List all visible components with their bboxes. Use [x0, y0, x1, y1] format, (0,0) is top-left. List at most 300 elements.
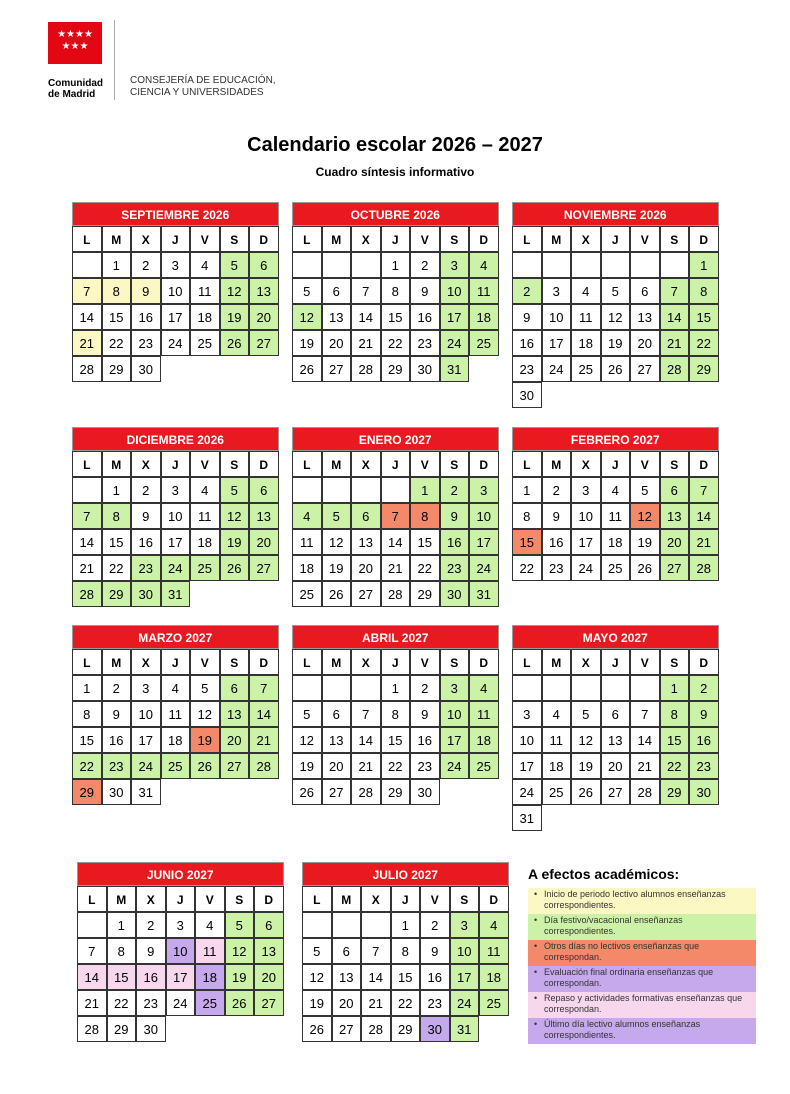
day-cell: 16: [542, 529, 572, 555]
month-grid: [77, 886, 284, 1042]
day-cell: 29: [381, 779, 411, 805]
day-cell: 3: [512, 701, 542, 727]
day-cell: 19: [571, 753, 601, 779]
month-grid: [72, 649, 279, 805]
day-cell: 12: [220, 278, 250, 304]
day-cell: 19: [630, 529, 660, 555]
weekday-header: M: [542, 226, 572, 252]
day-cell: 7: [361, 938, 391, 964]
empty-cell: [292, 477, 322, 503]
day-cell: 3: [440, 252, 470, 278]
month-title: SEPTIEMBRE 2026: [72, 202, 279, 226]
empty-cell: [601, 675, 631, 701]
weekday-header: D: [469, 226, 499, 252]
day-cell: 17: [542, 330, 572, 356]
weekday-header: J: [601, 451, 631, 477]
day-cell: 15: [689, 304, 719, 330]
weekday-header: S: [220, 451, 250, 477]
month-grid: [292, 451, 499, 607]
day-cell: 6: [220, 675, 250, 701]
day-cell: 12: [571, 727, 601, 753]
weekday-header: L: [512, 451, 542, 477]
day-cell: 14: [351, 304, 381, 330]
day-cell: 5: [292, 278, 322, 304]
empty-cell: [72, 252, 102, 278]
weekday-header: J: [166, 886, 196, 912]
weekday-header: X: [571, 451, 601, 477]
day-cell: 10: [161, 278, 191, 304]
day-cell: 20: [220, 727, 250, 753]
weekday-header: S: [440, 451, 470, 477]
day-cell: 12: [190, 701, 220, 727]
weekday-header: L: [512, 649, 542, 675]
day-cell: 28: [381, 581, 411, 607]
day-cell: 5: [322, 503, 352, 529]
weekday-header: X: [131, 451, 161, 477]
day-cell: 18: [542, 753, 572, 779]
weekday-header: X: [361, 886, 391, 912]
weekday-header: V: [410, 649, 440, 675]
day-cell: 20: [601, 753, 631, 779]
day-cell: 28: [72, 356, 102, 382]
weekday-header: L: [302, 886, 332, 912]
day-cell: 4: [469, 252, 499, 278]
day-cell: 26: [190, 753, 220, 779]
legend-text: Día festivo/vacacional enseñanzas correspondientes.: [544, 915, 683, 936]
day-cell: 7: [630, 701, 660, 727]
day-cell: 5: [292, 701, 322, 727]
weekday-header: M: [102, 226, 132, 252]
day-cell: 25: [161, 753, 191, 779]
day-cell: 6: [351, 503, 381, 529]
day-cell: 31: [161, 581, 191, 607]
day-cell: 1: [410, 477, 440, 503]
day-cell: 26: [292, 779, 322, 805]
weekday-header: D: [249, 451, 279, 477]
day-cell: 9: [542, 503, 572, 529]
day-cell: 17: [469, 529, 499, 555]
day-cell: 1: [107, 912, 137, 938]
day-cell: 22: [72, 753, 102, 779]
day-cell: 5: [571, 701, 601, 727]
day-cell: 7: [72, 278, 102, 304]
day-cell: 1: [660, 675, 690, 701]
month-title: OCTUBRE 2026: [292, 202, 499, 226]
day-cell: 24: [542, 356, 572, 382]
org-name-line1: Comunidad: [48, 78, 103, 89]
weekday-header: S: [440, 649, 470, 675]
day-cell: 21: [689, 529, 719, 555]
day-cell: 2: [131, 477, 161, 503]
day-cell: 24: [166, 990, 196, 1016]
weekday-header: L: [292, 451, 322, 477]
day-cell: 26: [292, 356, 322, 382]
weekday-header: M: [542, 649, 572, 675]
weekday-header: M: [102, 649, 132, 675]
empty-cell: [77, 912, 107, 938]
weekday-header: D: [479, 886, 509, 912]
bullet-icon: •: [534, 889, 538, 899]
weekday-header: M: [322, 226, 352, 252]
day-cell: 4: [195, 912, 225, 938]
day-cell: 3: [542, 278, 572, 304]
month-title: DICIEMBRE 2026: [72, 427, 279, 451]
day-cell: 3: [161, 477, 191, 503]
day-cell: 19: [292, 753, 322, 779]
day-cell: 30: [410, 356, 440, 382]
weekday-header: D: [249, 649, 279, 675]
day-cell: 4: [601, 477, 631, 503]
day-cell: 31: [469, 581, 499, 607]
day-cell: 7: [77, 938, 107, 964]
legend: [528, 866, 756, 1044]
day-cell: 27: [351, 581, 381, 607]
day-cell: 1: [689, 252, 719, 278]
month-title: MARZO 2027: [72, 625, 279, 649]
day-cell: 10: [131, 701, 161, 727]
empty-cell: [351, 675, 381, 701]
day-cell: 3: [131, 675, 161, 701]
day-cell: 27: [630, 356, 660, 382]
weekday-header: X: [571, 226, 601, 252]
day-cell: 28: [351, 779, 381, 805]
empty-cell: [542, 675, 572, 701]
day-cell: 22: [391, 990, 421, 1016]
weekday-header: X: [351, 649, 381, 675]
month-grid: [512, 451, 719, 581]
day-cell: 2: [512, 278, 542, 304]
department-line1: CONSEJERÍA DE EDUCACIÓN,: [130, 75, 276, 86]
day-cell: 8: [391, 938, 421, 964]
day-cell: 2: [420, 912, 450, 938]
day-cell: 17: [161, 304, 191, 330]
day-cell: 15: [381, 304, 411, 330]
month-title: NOVIEMBRE 2026: [512, 202, 719, 226]
month-calendar: [512, 202, 719, 408]
day-cell: 9: [410, 278, 440, 304]
day-cell: 17: [131, 727, 161, 753]
day-cell: 23: [102, 753, 132, 779]
day-cell: 16: [512, 330, 542, 356]
day-cell: 10: [542, 304, 572, 330]
day-cell: 16: [410, 727, 440, 753]
day-cell: 25: [479, 990, 509, 1016]
day-cell: 25: [190, 330, 220, 356]
weekday-header: V: [410, 451, 440, 477]
day-cell: 20: [254, 964, 284, 990]
weekday-header: D: [469, 451, 499, 477]
day-cell: 4: [190, 252, 220, 278]
weekday-header: M: [102, 451, 132, 477]
day-cell: 16: [131, 529, 161, 555]
day-cell: 5: [190, 675, 220, 701]
month-grid: [512, 226, 719, 408]
day-cell: 10: [571, 503, 601, 529]
day-cell: 14: [72, 529, 102, 555]
day-cell: 14: [689, 503, 719, 529]
day-cell: 22: [410, 555, 440, 581]
day-cell: 2: [136, 912, 166, 938]
day-cell: 9: [131, 503, 161, 529]
day-cell: 5: [225, 912, 255, 938]
day-cell: 18: [601, 529, 631, 555]
day-cell: 12: [292, 304, 322, 330]
day-cell: 6: [322, 701, 352, 727]
day-cell: 19: [225, 964, 255, 990]
weekday-header: L: [292, 649, 322, 675]
day-cell: 26: [302, 1016, 332, 1042]
day-cell: 12: [302, 964, 332, 990]
org-name: [48, 78, 103, 100]
weekday-header: J: [381, 649, 411, 675]
day-cell: 1: [381, 675, 411, 701]
day-cell: 2: [689, 675, 719, 701]
empty-cell: [351, 252, 381, 278]
department-name: [130, 75, 276, 99]
day-cell: 19: [302, 990, 332, 1016]
day-cell: 4: [292, 503, 322, 529]
weekday-header: J: [391, 886, 421, 912]
day-cell: 21: [381, 555, 411, 581]
day-cell: 2: [102, 675, 132, 701]
day-cell: 9: [440, 503, 470, 529]
day-cell: 15: [512, 529, 542, 555]
day-cell: 14: [351, 727, 381, 753]
day-cell: 13: [254, 938, 284, 964]
empty-cell: [630, 252, 660, 278]
day-cell: 20: [322, 753, 352, 779]
day-cell: 8: [689, 278, 719, 304]
day-cell: 7: [72, 503, 102, 529]
day-cell: 25: [195, 990, 225, 1016]
day-cell: 21: [77, 990, 107, 1016]
empty-cell: [571, 675, 601, 701]
day-cell: 10: [512, 727, 542, 753]
month-calendar: [292, 625, 499, 805]
day-cell: 21: [361, 990, 391, 1016]
weekday-header: S: [660, 226, 690, 252]
bullet-icon: •: [534, 967, 538, 977]
day-cell: 30: [420, 1016, 450, 1042]
weekday-header: M: [322, 649, 352, 675]
day-cell: 1: [512, 477, 542, 503]
day-cell: 15: [660, 727, 690, 753]
day-cell: 21: [72, 330, 102, 356]
day-cell: 27: [660, 555, 690, 581]
legend-text: Inicio de periodo lectivo alumnos enseñanzas correspondientes.: [544, 889, 726, 910]
day-cell: 28: [689, 555, 719, 581]
day-cell: 27: [601, 779, 631, 805]
day-cell: 4: [469, 675, 499, 701]
month-calendar: [72, 202, 279, 382]
day-cell: 12: [630, 503, 660, 529]
day-cell: 11: [195, 938, 225, 964]
day-cell: 11: [469, 278, 499, 304]
day-cell: 15: [410, 529, 440, 555]
empty-cell: [660, 252, 690, 278]
day-cell: 18: [195, 964, 225, 990]
day-cell: 6: [332, 938, 362, 964]
day-cell: 13: [332, 964, 362, 990]
day-cell: 31: [512, 805, 542, 831]
day-cell: 17: [161, 529, 191, 555]
day-cell: 14: [630, 727, 660, 753]
day-cell: 12: [322, 529, 352, 555]
day-cell: 16: [420, 964, 450, 990]
day-cell: 18: [292, 555, 322, 581]
day-cell: 30: [512, 382, 542, 408]
day-cell: 11: [469, 701, 499, 727]
day-cell: 10: [469, 503, 499, 529]
day-cell: 19: [190, 727, 220, 753]
day-cell: 3: [440, 675, 470, 701]
day-cell: 2: [440, 477, 470, 503]
day-cell: 23: [410, 330, 440, 356]
day-cell: 3: [161, 252, 191, 278]
day-cell: 12: [292, 727, 322, 753]
weekday-header: L: [77, 886, 107, 912]
day-cell: 8: [512, 503, 542, 529]
day-cell: 27: [249, 555, 279, 581]
day-cell: 17: [450, 964, 480, 990]
day-cell: 13: [630, 304, 660, 330]
day-cell: 24: [571, 555, 601, 581]
day-cell: 9: [689, 701, 719, 727]
empty-cell: [292, 252, 322, 278]
legend-item: [528, 940, 756, 966]
day-cell: 30: [131, 581, 161, 607]
weekday-header: J: [161, 649, 191, 675]
day-cell: 1: [381, 252, 411, 278]
day-cell: 10: [440, 278, 470, 304]
day-cell: 9: [512, 304, 542, 330]
weekday-header: D: [689, 451, 719, 477]
day-cell: 8: [102, 278, 132, 304]
month-calendar: [72, 625, 279, 805]
month-grid: [292, 649, 499, 805]
day-cell: 31: [440, 356, 470, 382]
day-cell: 7: [660, 278, 690, 304]
comunidad-madrid-logo: [48, 22, 102, 64]
day-cell: 24: [161, 330, 191, 356]
day-cell: 30: [410, 779, 440, 805]
day-cell: 16: [102, 727, 132, 753]
weekday-header: L: [72, 451, 102, 477]
page-subtitle: Cuadro síntesis informativo: [315, 165, 475, 179]
day-cell: 24: [469, 555, 499, 581]
day-cell: 21: [660, 330, 690, 356]
day-cell: 11: [479, 938, 509, 964]
day-cell: 24: [512, 779, 542, 805]
day-cell: 6: [660, 477, 690, 503]
bullet-icon: •: [534, 993, 538, 1003]
weekday-header: V: [410, 226, 440, 252]
day-cell: 22: [689, 330, 719, 356]
day-cell: 15: [381, 727, 411, 753]
weekday-header: X: [571, 649, 601, 675]
weekday-header: S: [440, 226, 470, 252]
weekday-header: L: [72, 226, 102, 252]
day-cell: 17: [512, 753, 542, 779]
day-cell: 13: [249, 278, 279, 304]
day-cell: 5: [601, 278, 631, 304]
weekday-header: J: [601, 649, 631, 675]
weekday-header: D: [469, 649, 499, 675]
day-cell: 20: [249, 529, 279, 555]
day-cell: 20: [332, 990, 362, 1016]
day-cell: 20: [660, 529, 690, 555]
day-cell: 27: [322, 779, 352, 805]
day-cell: 6: [630, 278, 660, 304]
month-calendar: [292, 202, 499, 382]
day-cell: 2: [131, 252, 161, 278]
day-cell: 16: [136, 964, 166, 990]
day-cell: 15: [391, 964, 421, 990]
weekday-header: X: [351, 451, 381, 477]
day-cell: 10: [161, 503, 191, 529]
day-cell: 28: [660, 356, 690, 382]
empty-cell: [630, 675, 660, 701]
weekday-header: L: [72, 649, 102, 675]
day-cell: 21: [351, 330, 381, 356]
weekday-header: M: [332, 886, 362, 912]
day-cell: 8: [102, 503, 132, 529]
day-cell: 25: [469, 753, 499, 779]
day-cell: 7: [689, 477, 719, 503]
legend-text: Otros días no lectivos enseñanzas que correspondan.: [544, 941, 700, 962]
month-calendar: [512, 625, 719, 831]
day-cell: 3: [166, 912, 196, 938]
day-cell: 30: [102, 779, 132, 805]
day-cell: 13: [220, 701, 250, 727]
empty-cell: [322, 675, 352, 701]
day-cell: 25: [469, 330, 499, 356]
legend-item: [528, 992, 756, 1018]
day-cell: 16: [410, 304, 440, 330]
day-cell: 28: [351, 356, 381, 382]
day-cell: 20: [630, 330, 660, 356]
weekday-header: V: [190, 451, 220, 477]
empty-cell: [571, 252, 601, 278]
page-title: Calendario escolar 2026 – 2027: [247, 134, 543, 156]
weekday-header: J: [381, 451, 411, 477]
day-cell: 25: [190, 555, 220, 581]
weekday-header: L: [512, 226, 542, 252]
day-cell: 1: [72, 675, 102, 701]
day-cell: 22: [102, 330, 132, 356]
weekday-header: J: [381, 226, 411, 252]
day-cell: 27: [220, 753, 250, 779]
empty-cell: [351, 477, 381, 503]
day-cell: 23: [131, 555, 161, 581]
day-cell: 23: [420, 990, 450, 1016]
day-cell: 1: [102, 252, 132, 278]
weekday-header: V: [190, 226, 220, 252]
day-cell: 13: [249, 503, 279, 529]
day-cell: 5: [220, 252, 250, 278]
day-cell: 15: [102, 529, 132, 555]
day-cell: 6: [601, 701, 631, 727]
day-cell: 13: [322, 727, 352, 753]
day-cell: 26: [322, 581, 352, 607]
day-cell: 4: [190, 477, 220, 503]
day-cell: 23: [689, 753, 719, 779]
empty-cell: [322, 477, 352, 503]
empty-cell: [601, 252, 631, 278]
day-cell: 30: [131, 356, 161, 382]
day-cell: 4: [571, 278, 601, 304]
day-cell: 13: [322, 304, 352, 330]
